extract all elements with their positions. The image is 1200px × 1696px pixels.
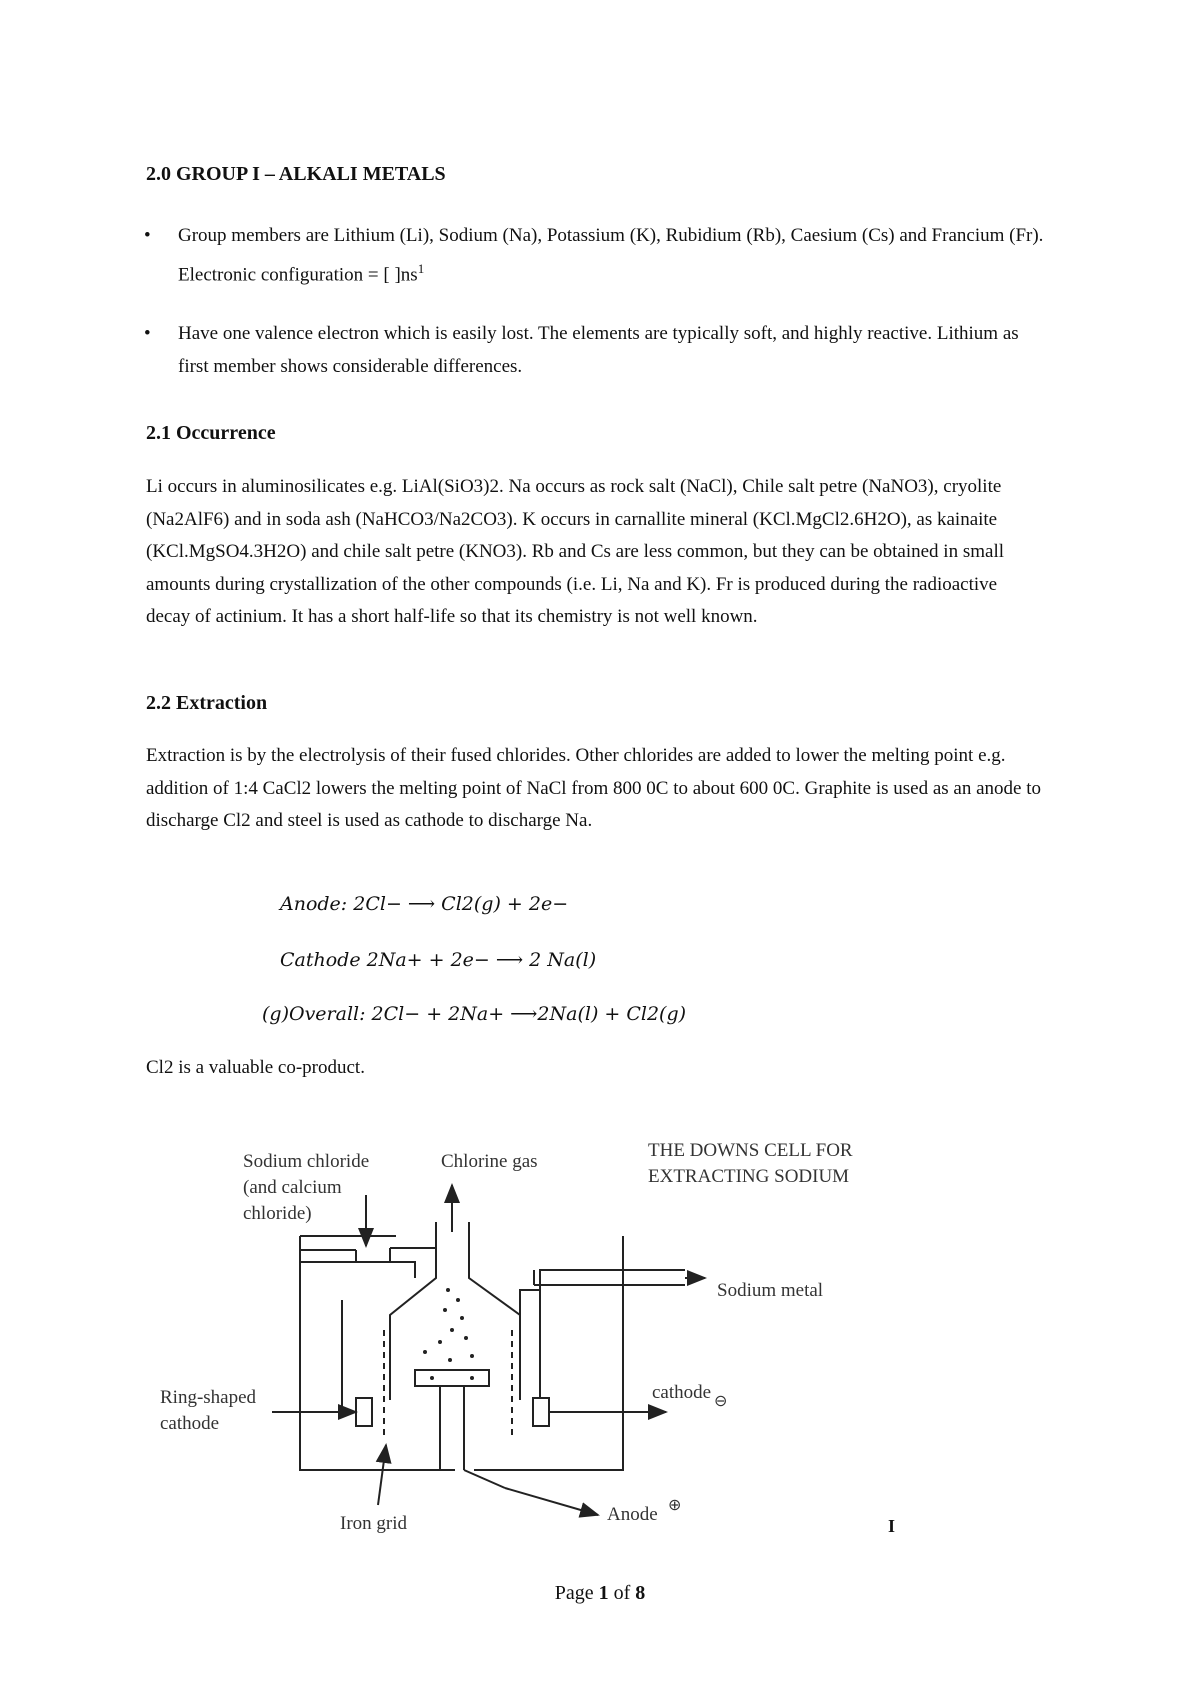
cell-top-cover-left — [300, 1236, 396, 1246]
chlorine-gas-label: Chlorine gas — [441, 1151, 538, 1172]
ring-cathode-label-line2: cathode — [160, 1413, 220, 1434]
extraction-heading: 2.2 Extraction — [146, 692, 268, 714]
diagram-title-line2: EXTRACTING SODIUM — [648, 1166, 850, 1187]
anode-label: Anode — [607, 1504, 658, 1525]
occurrence-heading: 2.1 Occurrence — [146, 422, 276, 444]
cathode-label: cathode — [652, 1382, 712, 1403]
anode-plus-icon: ⊕ — [668, 1497, 682, 1514]
coproduct-note: Cl2 is a valuable co-product. — [146, 1057, 365, 1078]
bullet-valence-electron: • Have one valence electron which is easily lost. The elements are typically soft, and highly reactive. Lithium as first member shows considerable differences. — [178, 317, 1048, 383]
anode-stem-line — [464, 1470, 505, 1488]
page-footer — [0, 1582, 1200, 1605]
cell-outer-vessel — [300, 1236, 623, 1470]
of-word: of — [613, 1582, 631, 1604]
anode-plate — [415, 1370, 489, 1386]
page-word: Page — [554, 1582, 594, 1604]
section-heading: 2.0 GROUP I – ALKALI METALS — [146, 163, 446, 185]
extraction-paragraph: Extraction is by the electrolysis of their fused chlorides. Other chlorides are added to lower the melting point e.g. addition of 1:4 CaCl2 lowers the melting point of NaCl from 800 0C to about 600 0C. Graphite is used as an anode to discharge Cl2 and steel is used as cathode to discharge Na. — [146, 745, 1041, 831]
iron-grid-label: Iron grid — [340, 1513, 408, 1534]
page-total: 8 — [635, 1582, 646, 1604]
feed-label-line1: Sodium chloride — [243, 1151, 370, 1172]
stray-mark: I — [888, 1516, 896, 1536]
cathode-equation: Cathode 2Na+ + 2e− ⟶ 2 Na(l) — [280, 949, 597, 971]
anode-equation: Anode: 2Cl− ⟶ Cl2(g) + 2e− — [280, 893, 569, 915]
anode-stem — [440, 1386, 464, 1470]
anode-arrow — [505, 1488, 598, 1515]
page-number: 1 — [598, 1582, 609, 1604]
diagram-title-line1: THE DOWNS CELL FOR — [648, 1140, 853, 1161]
overall-equation: (g)Overall: 2Cl− + 2Na+ ⟶2Na(l) + Cl2(g) — [262, 1003, 687, 1025]
iron-grid-arrow — [378, 1445, 386, 1505]
cathode-block-left — [356, 1398, 372, 1426]
feed-label-line3: chloride) — [243, 1203, 312, 1224]
sodium-metal-label: Sodium metal — [717, 1280, 824, 1301]
chlorine-bubbles — [423, 1288, 474, 1380]
occurrence-paragraph: Li occurs in aluminosilicates e.g. LiAl(SiO3)2. Na occurs as rock salt (NaCl), Chile salt petre (NaNO3), cryolite (Na2AlF6) and in soda ash (NaHCO3/Na2CO3). K occurs in carnallite mineral (KCl.MgCl2.6H2O), as kainaite (KCl.MgSO4.3H2O) and chile salt petre (KNO3). Rb and Cs are less common, but they can be obtained in small amounts during crystallization of the other compounds (i.e. Li, Na and K). Fr is produced during the radioactive decay of actinium. It has a short half-life so that its chemistry is not well known. — [146, 476, 1004, 627]
sodium-collector — [520, 1270, 685, 1400]
cathode-block-right — [533, 1398, 549, 1426]
bullet-superscript: 1 — [417, 261, 425, 276]
cathode-minus-icon: ⊖ — [714, 1393, 728, 1410]
bullet-text: Group members are Lithium (Li), Sodium (Na), Potassium (K), Rubidium (Rb), Caesium (Cs) and Francium (Fr). Electronic configuration = [ ]ns — [178, 225, 1044, 286]
feed-label-line2: (and calcium — [243, 1177, 342, 1198]
inlet-wall-right — [390, 1248, 436, 1262]
ring-cathode-label-line1: Ring-shaped — [160, 1387, 257, 1408]
feed-inlet — [300, 1250, 415, 1278]
